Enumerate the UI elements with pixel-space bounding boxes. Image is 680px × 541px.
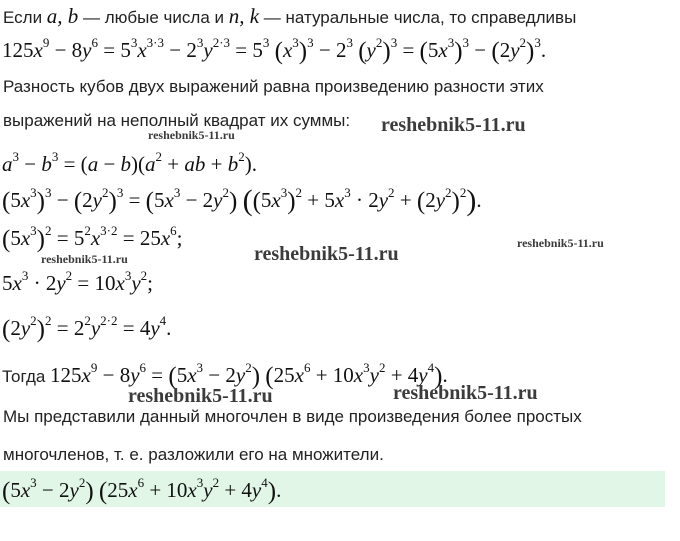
equation-square-5x3: $(5x^3)^2 = 5^2x^{3\cdot 2} = 25x^6$; — [2, 223, 183, 253]
then-label: Тогда — [2, 367, 51, 386]
intro-math-nk: n, k — [228, 4, 260, 28]
intro-math-ab: a, b — [46, 4, 79, 28]
watermark-6: reshebnik5-11.ru — [128, 385, 273, 407]
equation-applied: $(5x^3)^3 - (2y^2)^3 = (5x^3 - 2y^2) ((5x^3)^2 + 5x^3 \cdot 2y^2 + (2y^2)^2)$. — [2, 184, 482, 217]
intro-text-3: — натуральные числа, то справедливы — [259, 8, 577, 27]
intro-text-2: — любые числа и — [78, 8, 229, 27]
conclusion-line-2: многочленов, т. е. разложили его на множители. — [3, 445, 384, 464]
watermark-2: reshebnik5-11.ru — [148, 128, 235, 142]
explain-line-2: выражений на неполный квадрат их суммы: — [3, 111, 351, 130]
watermark-5: reshebnik5-11.ru — [41, 252, 128, 266]
watermark-4: reshebnik5-11.ru — [254, 243, 399, 265]
watermark-7: reshebnik5-11.ru — [393, 382, 538, 404]
equation-difference-of-cubes: $a^3 - b^3 = (a - b)(a^2$ + ab + $b^2$). — [2, 149, 257, 176]
watermark-1: reshebnik5-11.ru — [381, 114, 526, 136]
equation-square-2y2: $(2y^2)^2 = 2^2y^{2\cdot 2} = 4y^4$. — [2, 313, 172, 343]
equation-transform: $125x^9 - 8y^6 = 5^3x^{3\cdot 3} - 2^3y^{2\cdot 3} = 5^3$ $(x^3)^3 - 2^3$ $(y^2)^3 = (5x^3)^3 - (2y^2)^3$. — [2, 35, 547, 65]
equation-product: $5x^3 \cdot 2y^2 = 10x^3y^2$; — [2, 268, 153, 295]
intro-text-1: Если — [3, 8, 47, 27]
watermark-3: reshebnik5-11.ru — [517, 236, 604, 250]
equation-then: $125x^9 - 8y^6 = (5x^3 - 2y^2) (25x^6 + 10x^3y^2 + 4y^4)$. — [50, 360, 448, 390]
conclusion-line-1: Мы представили данный многочлен в виде произведения более простых — [3, 407, 582, 426]
intro-line — [3, 4, 576, 29]
explain-line-1: Разность кубов двух выражений равна произведению разности этих — [3, 77, 544, 96]
answer-expression: $(5x^3 - 2y^2) (25x^6 + 10x^3y^2 + 4y^4)$. — [2, 475, 282, 505]
